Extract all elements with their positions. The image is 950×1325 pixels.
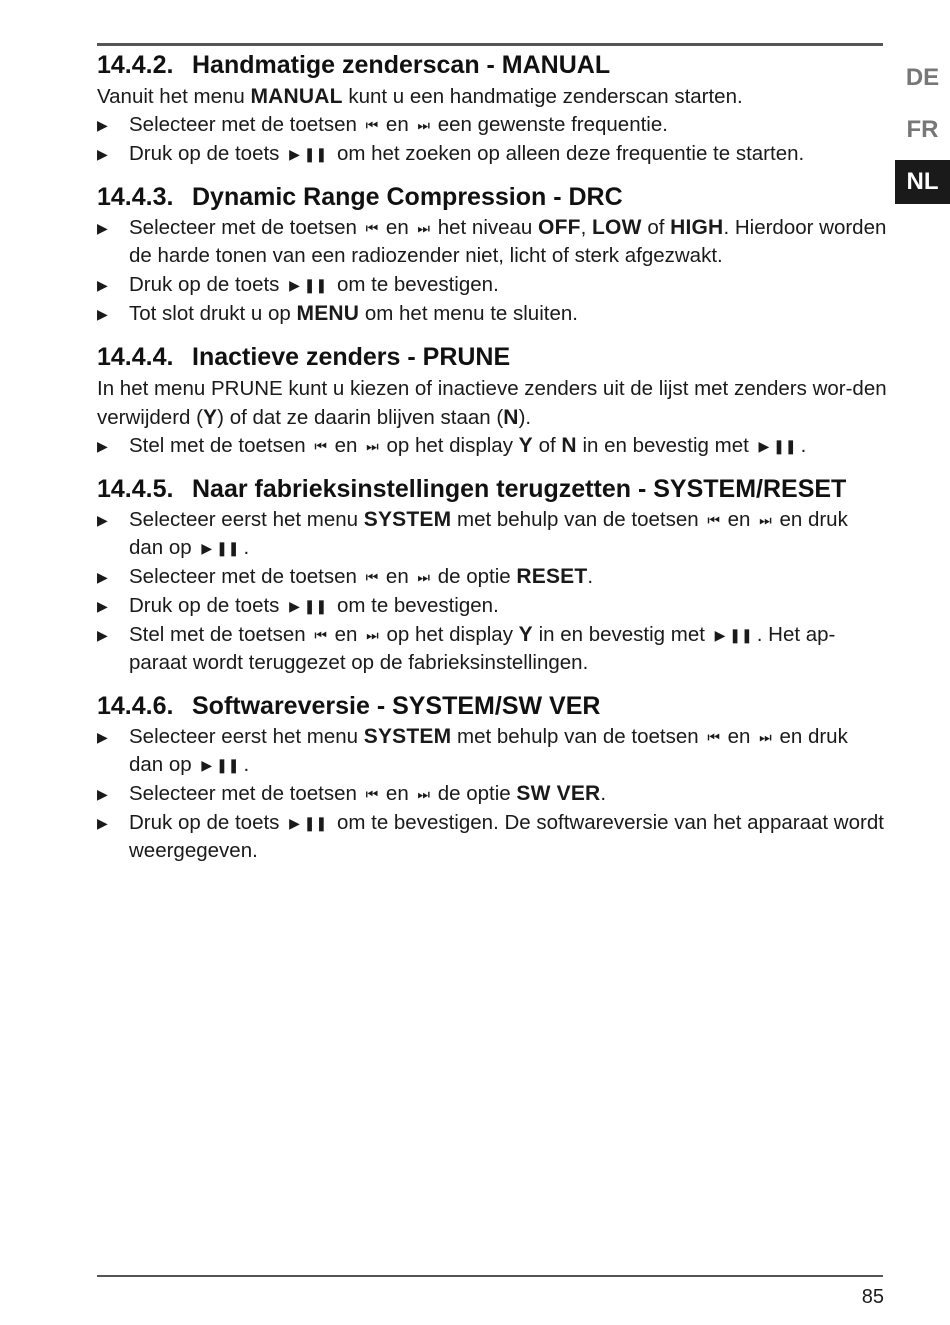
next-icon: ⏭ <box>366 627 378 643</box>
bullet-icon: ▶ <box>97 220 108 236</box>
play-pause-icon: ▶ ❚❚ <box>201 757 240 773</box>
bullet-icon: ▶ <box>97 786 108 802</box>
play-pause-icon: ▶ ❚❚ <box>201 540 240 556</box>
paragraph: Vanuit het menu MANUAL kunt u een handmatige zenderscan starten. <box>97 85 743 108</box>
list-item: ▶ Selecteer eerst het menu SYSTEM met behulp van de toetsen ⏮ en ⏭ en druk dan op ▶ ❚❚ . <box>97 723 887 779</box>
section-reset <box>97 472 887 677</box>
bullet-icon: ▶ <box>97 277 108 293</box>
bullet-icon: ▶ <box>97 512 108 528</box>
paragraph: In het menu PRUNE kunt u kiezen of inactieve zenders uit de lijst met zenders wor-den verwijderd (Y) of dat ze daarin blijven staan (N). <box>97 377 887 429</box>
list-item: ▶ Druk op de toets ▶ ❚❚ om te bevestigen. <box>97 271 887 299</box>
play-pause-icon: ▶ ❚❚ <box>289 598 328 614</box>
bullet-icon: ▶ <box>97 146 108 162</box>
language-tabs <box>895 56 950 212</box>
prev-icon: ⏮ <box>365 786 378 802</box>
section-prune <box>97 340 887 460</box>
prev-icon: ⏮ <box>365 220 378 236</box>
list-item: ▶ Druk op de toets ▶ ❚❚ om het zoeken op alleen deze frequentie te starten. <box>97 140 887 168</box>
next-icon: ⏭ <box>759 512 771 528</box>
section-heading: 14.4.5. Naar fabrieksinstellingen terugzetten - SYSTEM/RESET <box>97 475 847 503</box>
next-icon: ⏭ <box>417 117 430 133</box>
page-number: 85 <box>861 1286 884 1308</box>
play-pause-icon: ▶ ❚❚ <box>714 627 753 643</box>
bullet-icon: ▶ <box>97 438 108 454</box>
bullet-icon: ▶ <box>97 117 108 133</box>
bullet-icon: ▶ <box>97 569 108 585</box>
prev-icon: ⏮ <box>365 569 378 585</box>
next-icon: ⏭ <box>417 220 430 236</box>
list-item: ▶ Stel met de toetsen ⏮ en ⏭ op het display Y of N in en bevestig met ▶ ❚❚ . <box>97 432 887 460</box>
list-item: ▶ Selecteer met de toetsen ⏮ en ⏭ de optie SW VER. <box>97 780 887 808</box>
list-item: ▶ Selecteer met de toetsen ⏮ en ⏭ de optie RESET. <box>97 563 887 591</box>
prev-icon: ⏮ <box>365 117 378 133</box>
lang-tab-fr[interactable]: FR <box>906 116 939 143</box>
next-icon: ⏭ <box>417 786 430 802</box>
section-heading: 14.4.6. Softwareversie - SYSTEM/SW VER <box>97 692 601 720</box>
section-heading: 14.4.3. Dynamic Range Compression - DRC <box>97 183 623 211</box>
play-pause-icon: ▶ ❚❚ <box>758 438 797 454</box>
section-software-version <box>97 689 887 865</box>
bullet-icon: ▶ <box>97 627 108 643</box>
list-item: ▶ Druk op de toets ▶ ❚❚ om te bevestigen. <box>97 592 887 620</box>
prev-icon: ⏮ <box>314 438 326 454</box>
section-manual-scan <box>97 48 887 168</box>
list-item: ▶ Tot slot drukt u op MENU om het menu te sluiten. <box>97 300 887 328</box>
next-icon: ⏭ <box>366 438 378 454</box>
list-item: ▶ Selecteer met de toetsen ⏮ en ⏭ een gewenste frequentie. <box>97 111 887 139</box>
bullet-icon: ▶ <box>97 729 108 745</box>
section-heading: 14.4.2. Handmatige zenderscan - MANUAL <box>97 51 611 79</box>
play-pause-icon: ▶ ❚❚ <box>289 277 328 293</box>
bullet-icon: ▶ <box>97 815 108 831</box>
bottom-rule <box>97 1275 883 1277</box>
prev-icon: ⏮ <box>314 627 326 643</box>
lang-tab-nl[interactable]: NL <box>895 160 950 204</box>
prev-icon: ⏮ <box>707 729 719 745</box>
next-icon: ⏭ <box>759 729 771 745</box>
list-item: ▶ Stel met de toetsen ⏮ en ⏭ op het display Y in en bevestig met ▶ ❚❚ . Het ap-paraat wordt teruggezet op de fabrieksinstellingen. <box>97 623 836 674</box>
next-icon: ⏭ <box>417 569 430 585</box>
top-rule <box>97 43 883 46</box>
play-pause-icon: ▶ ❚❚ <box>289 146 328 162</box>
manual-content <box>97 48 887 877</box>
prev-icon: ⏮ <box>707 512 719 528</box>
bullet-icon: ▶ <box>97 306 108 322</box>
list-item: ▶ Selecteer eerst het menu SYSTEM met behulp van de toetsen ⏮ en ⏭ en druk dan op ▶ ❚❚ . <box>97 506 887 562</box>
list-item: ▶ Selecteer met de toetsen ⏮ en ⏭ het niveau OFF, LOW of HIGH. Hierdoor worden de harde tonen van een radiozender niet, licht of sterk afgezwakt. <box>97 216 887 267</box>
section-drc <box>97 180 887 328</box>
lang-tab-de[interactable]: DE <box>905 64 940 91</box>
list-item: ▶ Druk op de toets ▶ ❚❚ om te bevestigen. De softwareversie van het apparaat wordt weergegeven. <box>97 811 884 862</box>
bullet-icon: ▶ <box>97 598 108 614</box>
play-pause-icon: ▶ ❚❚ <box>289 815 328 831</box>
section-heading: 14.4.4. Inactieve zenders - PRUNE <box>97 343 511 371</box>
